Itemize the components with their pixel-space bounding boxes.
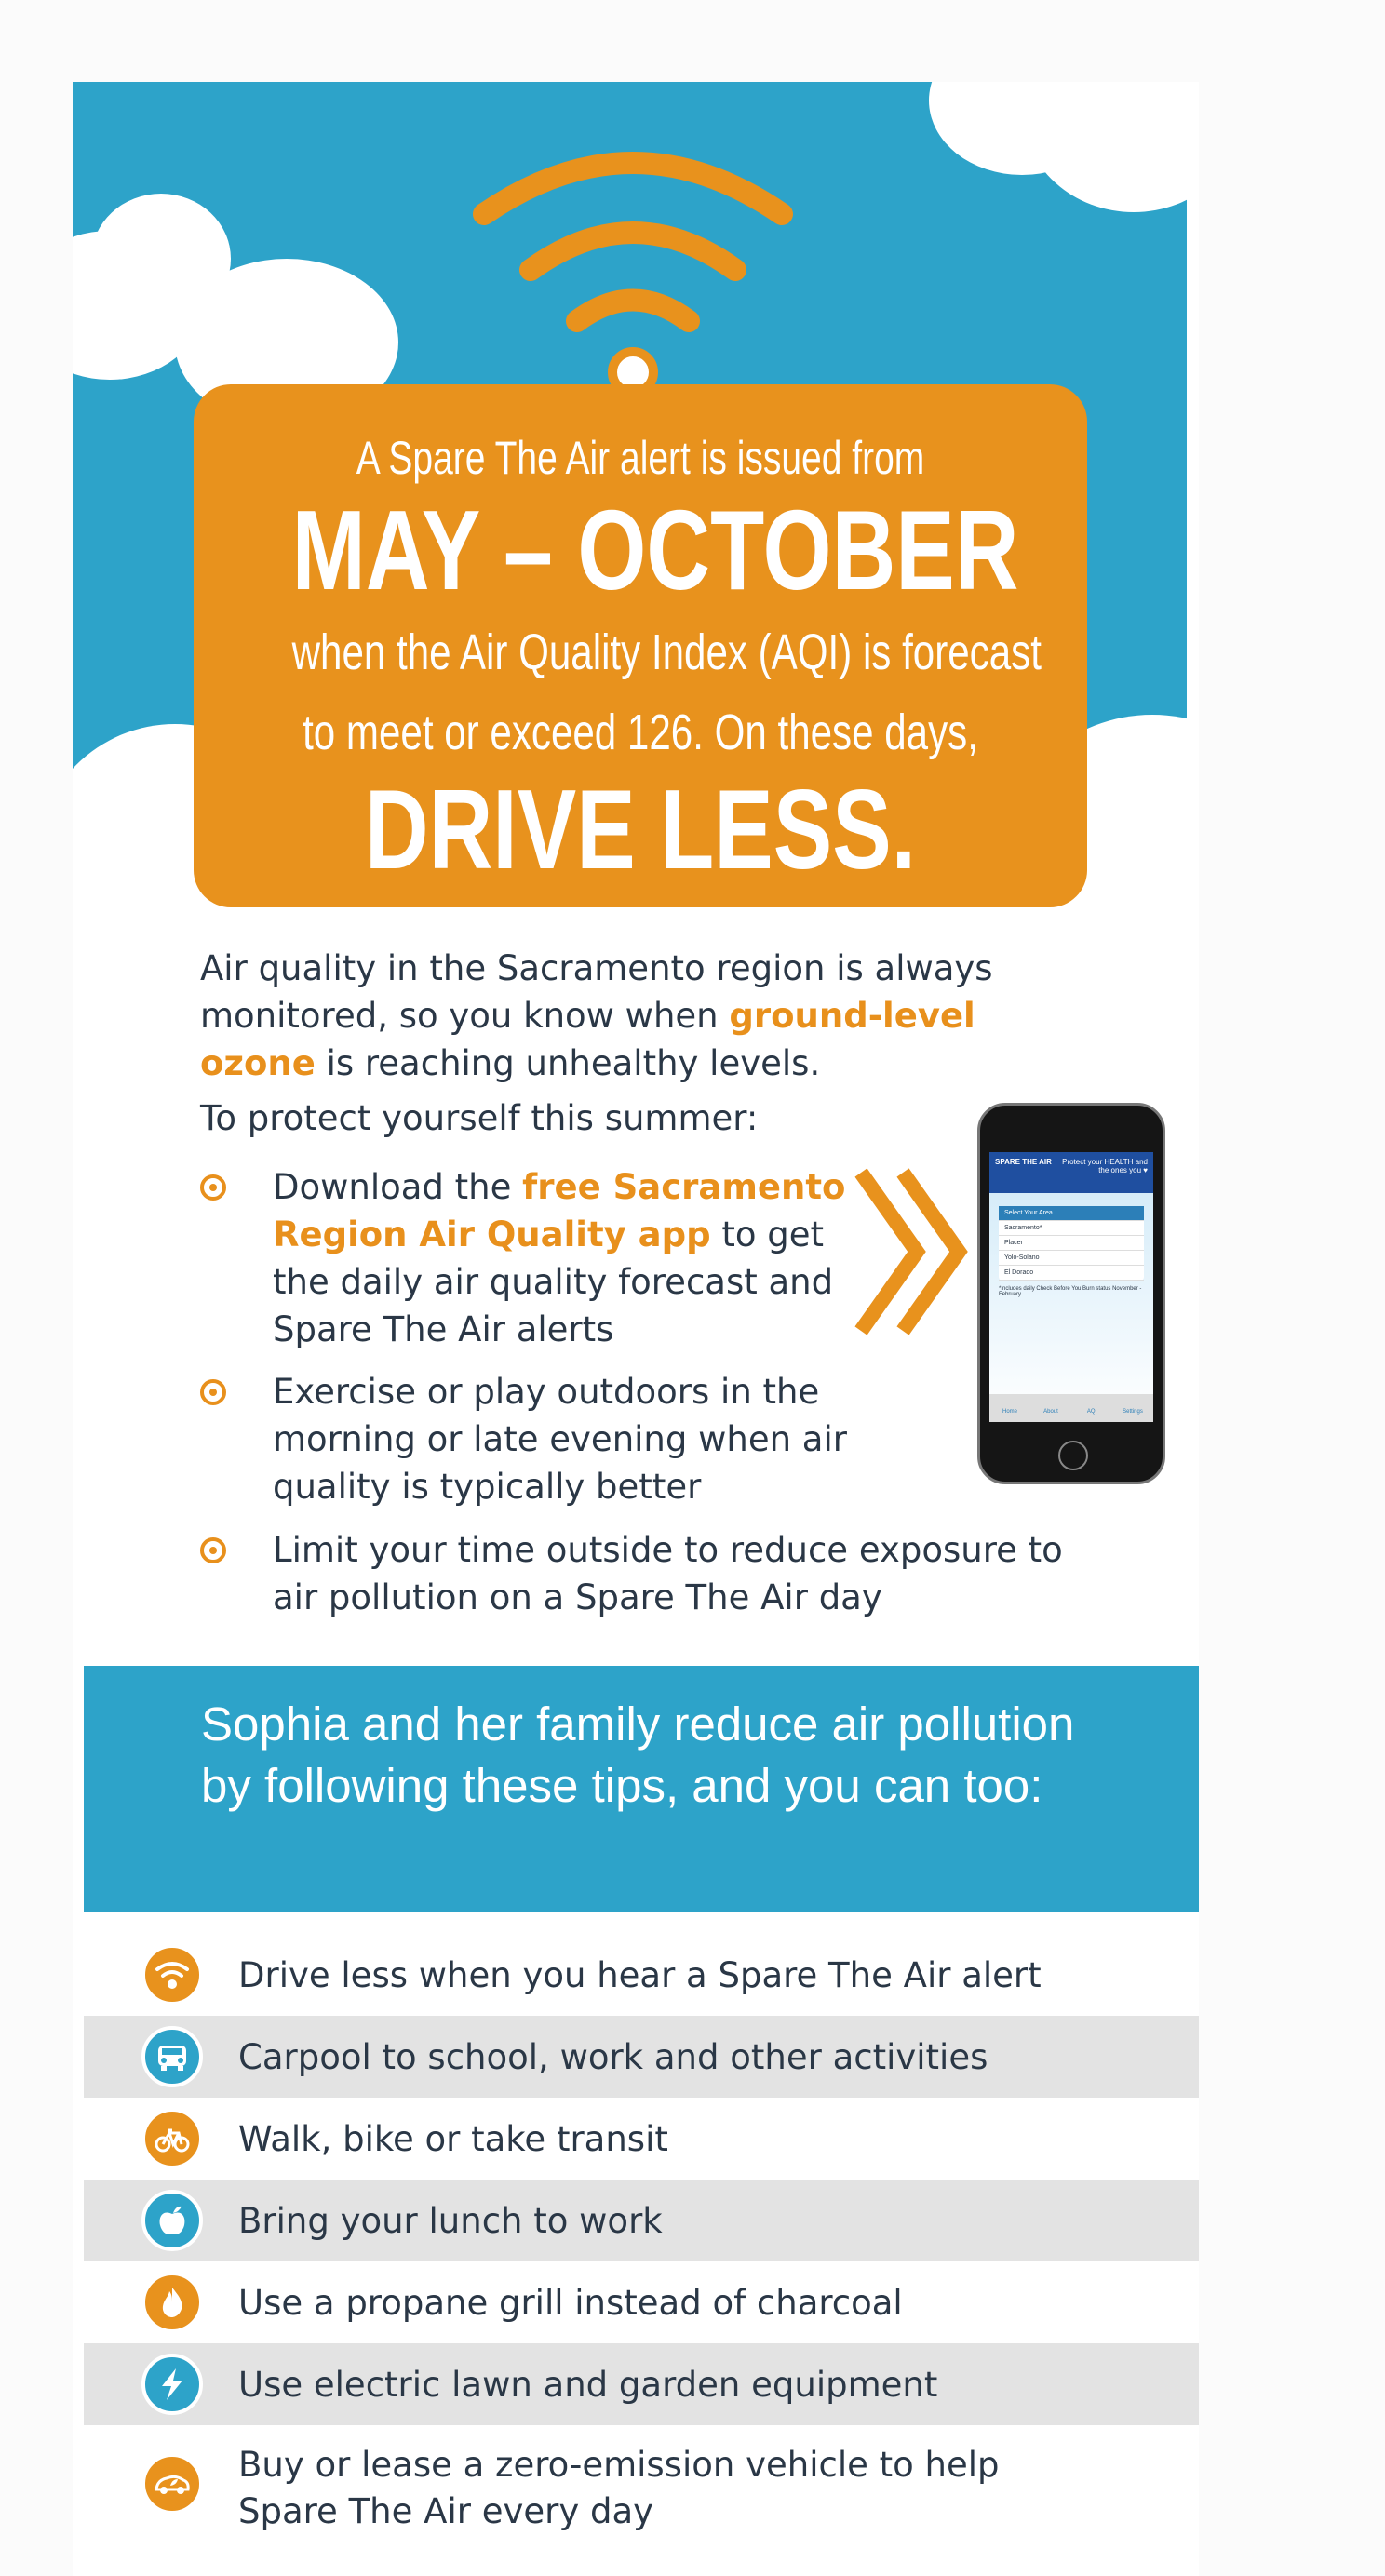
bullet-item: Exercise or play outdoors in the morning or late evening when air quality is typically better bbox=[200, 1368, 908, 1510]
bullet-icon bbox=[200, 1379, 226, 1405]
tip-row: Drive less when you hear a Spare The Air alert bbox=[84, 1934, 1199, 2016]
tip-row: Bring your lunch to work bbox=[84, 2180, 1199, 2261]
alert-box bbox=[194, 384, 1087, 907]
wifi-icon bbox=[141, 1944, 203, 2006]
alert-aqi-line1: when the Air Quality Index (AQI) is forecast bbox=[291, 624, 1042, 680]
app-link[interactable]: free Sacramento Region Air Quality app bbox=[273, 1167, 846, 1254]
flame-icon bbox=[141, 2272, 203, 2333]
intro-text bbox=[200, 945, 1056, 1142]
tip-row: Walk, bike or take transit bbox=[84, 2098, 1199, 2180]
alert-aqi-line2: to meet or exceed 126. On these days, bbox=[303, 704, 978, 760]
app-logo: SPARE THE AIR bbox=[995, 1158, 1052, 1166]
bullet-item: Download the free Sacramento Region Air Quality app to get the daily air quality forecast and Spare The Air alerts bbox=[200, 1163, 852, 1353]
area-option: Yolo-Solano bbox=[999, 1251, 1144, 1266]
tips-list bbox=[84, 1934, 1199, 2565]
ozone-highlight: ground-level ozone bbox=[200, 996, 975, 1083]
tip-row: Use a propane grill instead of charcoal bbox=[84, 2261, 1199, 2343]
bullet-icon bbox=[200, 1537, 226, 1563]
bullet-icon bbox=[200, 1174, 226, 1201]
home-button-icon bbox=[1058, 1441, 1088, 1470]
bullet-item: Limit your time outside to reduce exposure to air pollution on a Spare The Air day bbox=[200, 1526, 1094, 1621]
alert-months: MAY – OCTOBER bbox=[291, 487, 1019, 613]
apple-icon bbox=[141, 2190, 203, 2251]
bike-icon bbox=[141, 2108, 203, 2169]
intro-paragraph: Air quality in the Sacramento region is always monitored, so you know when ground-level ozone is reaching unhealthy levels. bbox=[200, 948, 993, 1083]
tips-banner: Sophia and her family reduce air pollution by following these tips, and you can too: bbox=[84, 1666, 1199, 1912]
alert-intro: A Spare The Air alert is issued from bbox=[356, 432, 925, 484]
tip-row: Use electric lawn and garden equipment bbox=[84, 2343, 1199, 2425]
protect-heading: To protect yourself this summer: bbox=[200, 1098, 759, 1138]
alert-drive-less: DRIVE LESS. bbox=[364, 766, 917, 892]
electric-car-icon bbox=[141, 2453, 203, 2515]
lightning-icon bbox=[141, 2354, 203, 2415]
phone-app-image: SPARE THE AIR Protect your HEALTH and the ones you ♥ Select Your Area Sacramento* Placer Yolo-Solano El Dorado *Includes daily Check Before You Burn status November - February Home About AQI Settings bbox=[977, 1103, 1165, 1484]
tip-row: Buy or lease a zero-emission vehicle to help Spare The Air every day bbox=[84, 2425, 1199, 2565]
area-option: El Dorado bbox=[999, 1266, 1144, 1281]
wifi-signal-icon bbox=[465, 140, 800, 409]
area-option: Sacramento* bbox=[999, 1221, 1144, 1236]
area-option: Placer bbox=[999, 1236, 1144, 1251]
tip-row: Carpool to school, work and other activities bbox=[84, 2016, 1199, 2098]
carpool-icon bbox=[141, 2026, 203, 2087]
chevron-right-icon bbox=[852, 1163, 973, 1340]
